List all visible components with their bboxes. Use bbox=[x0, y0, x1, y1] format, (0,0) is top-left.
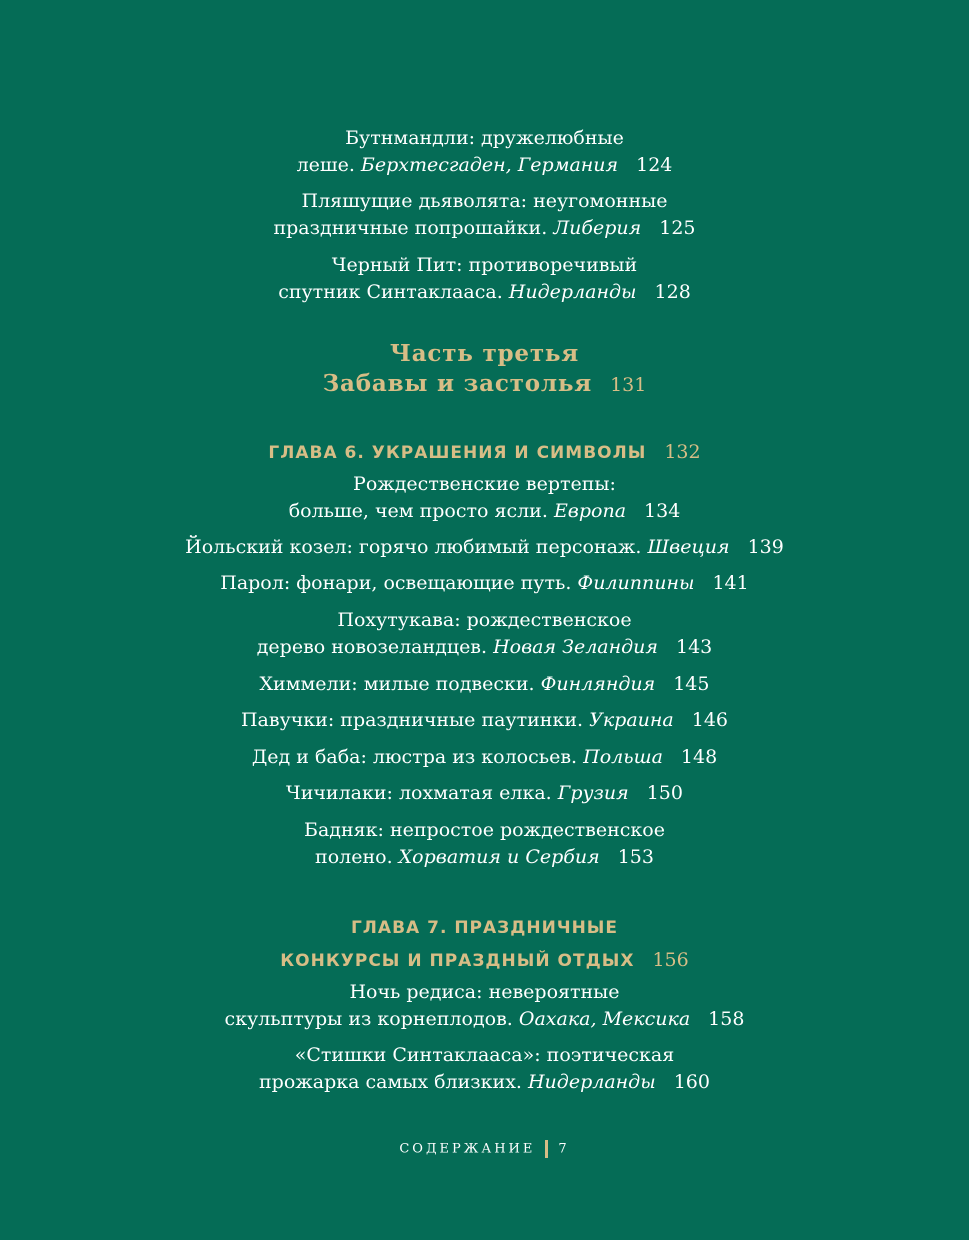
toc-entry bbox=[0, 671, 969, 698]
toc-entry bbox=[0, 534, 969, 561]
footer-page-number: 7 bbox=[558, 1141, 570, 1157]
entry-country: Швеция bbox=[647, 536, 730, 558]
toc-entry bbox=[0, 817, 969, 871]
entry-page-number: 143 bbox=[676, 636, 713, 658]
entry-line: Дед и баба: люстра из колосьев. Польша 148 bbox=[251, 746, 718, 768]
entry-line: Йольский козел: горячо любимый персонаж. Швеция 139 bbox=[185, 536, 784, 558]
part-title-line-1: Часть третья bbox=[389, 340, 580, 367]
chapter-heading bbox=[0, 436, 969, 469]
toc-entry bbox=[0, 707, 969, 734]
entry-line-1: «Стишки Синтаклааса»: поэтическая bbox=[294, 1044, 675, 1066]
entry-page-number: 128 bbox=[654, 281, 691, 303]
page-footer bbox=[0, 1140, 969, 1158]
entry-page-number: 150 bbox=[646, 782, 683, 804]
entry-page-number: 158 bbox=[708, 1008, 745, 1030]
entry-page-number: 148 bbox=[680, 746, 718, 768]
chapter-title-line-2: КОНКУРСЫ И ПРАЗДНЫЙ ОТДЫХ 156 bbox=[280, 949, 689, 971]
chapter-title: ГЛАВА 6. УКРАШЕНИЯ И СИМВОЛЫ 132 bbox=[268, 441, 701, 463]
entry-line: Химмели: милые подвески. Финляндия 145 bbox=[259, 673, 710, 695]
entry-line: Парол: фонари, освещающие путь. Филиппины 141 bbox=[220, 572, 749, 594]
footer-divider bbox=[545, 1140, 548, 1158]
entry-line-1: Пляшущие дьяволята: неугомонные bbox=[301, 190, 668, 212]
entry-line-1: Ночь редиса: невероятные bbox=[349, 981, 620, 1003]
toc-entry bbox=[0, 252, 969, 306]
entry-line-1: Бутнмандли: дружелюбные bbox=[345, 127, 624, 149]
entry-page-number: 134 bbox=[644, 500, 681, 522]
entry-page-number: 125 bbox=[659, 217, 696, 239]
footer-label: СОДЕРЖАНИЕ bbox=[399, 1141, 536, 1157]
entry-line-2: скульптуры из корнеплодов. Оахака, Мексика 158 bbox=[224, 1008, 745, 1030]
entry-page-number: 141 bbox=[712, 572, 749, 594]
toc-entry bbox=[0, 471, 969, 525]
chapter-heading bbox=[0, 912, 969, 977]
entry-line-2: дерево новозеландцев. Новая Зеландия 143 bbox=[256, 636, 713, 658]
entry-country: Финляндия bbox=[540, 673, 656, 695]
entry-line: Чичилаки: лохматая елка. Грузия 150 bbox=[286, 782, 683, 804]
entry-line-2: леше. Берхтесгаден, Германия 124 bbox=[296, 154, 673, 176]
entry-country: Польша bbox=[583, 746, 663, 768]
part-page-number: 131 bbox=[610, 374, 647, 396]
entry-page-number: 145 bbox=[673, 673, 710, 695]
entry-line-1: Бадняк: непростое рождественское bbox=[304, 819, 665, 841]
entry-country: Филиппины bbox=[577, 572, 695, 594]
toc-entry bbox=[0, 744, 969, 771]
entry-line-2: полено. Хорватия и Сербия 153 bbox=[315, 846, 654, 868]
entry-line-1: Рождественские вертепы: bbox=[353, 473, 616, 495]
entry-line-2: больше, чем просто ясли. Европа 134 bbox=[288, 500, 681, 522]
entry-country: Нидерланды bbox=[508, 281, 637, 303]
entry-page-number: 124 bbox=[636, 154, 673, 176]
entry-country: Новая Зеландия bbox=[493, 636, 658, 658]
entry-country: Украина bbox=[589, 709, 674, 731]
part-heading bbox=[0, 339, 969, 400]
entry-country: Грузия bbox=[557, 782, 629, 804]
toc-entry bbox=[0, 570, 969, 597]
entry-country: Оахака, Мексика bbox=[518, 1008, 691, 1030]
entry-line-2: праздничные попрошайки. Либерия 125 bbox=[273, 217, 696, 239]
entry-page-number: 160 bbox=[673, 1071, 710, 1093]
toc-entry bbox=[0, 979, 969, 1033]
entry-country: Берхтесгаден, Германия bbox=[360, 154, 619, 176]
entry-page-number: 139 bbox=[747, 536, 784, 558]
entry-line-2: спутник Синтаклааса. Нидерланды 128 bbox=[278, 281, 691, 303]
entry-country: Хорватия и Сербия bbox=[398, 846, 600, 868]
entry-page-number: 153 bbox=[617, 846, 654, 868]
part-title-line-2: Забавы и застолья 131 bbox=[322, 370, 647, 397]
entry-page-number: 146 bbox=[691, 709, 729, 731]
chapter-page-number: 132 bbox=[664, 441, 701, 463]
entry-line-1: Похутукава: рождественское bbox=[337, 609, 632, 631]
entry-line: Павучки: праздничные паутинки. Украина 146 bbox=[240, 709, 729, 731]
entry-line-2: прожарка самых близких. Нидерланды 160 bbox=[259, 1071, 710, 1093]
chapter-title-line-1: ГЛАВА 7. ПРАЗДНИЧНЫЕ bbox=[350, 918, 619, 938]
toc-entry bbox=[0, 1042, 969, 1096]
entry-line-1: Черный Пит: противоречивый bbox=[331, 254, 638, 276]
chapter-page-number: 156 bbox=[652, 949, 689, 971]
toc-entry bbox=[0, 607, 969, 661]
toc-entry bbox=[0, 188, 969, 242]
entry-country: Нидерланды bbox=[527, 1071, 656, 1093]
entry-country: Либерия bbox=[553, 217, 642, 239]
toc-entry bbox=[0, 780, 969, 807]
toc-entry bbox=[0, 125, 969, 179]
entry-country: Европа bbox=[553, 500, 627, 522]
